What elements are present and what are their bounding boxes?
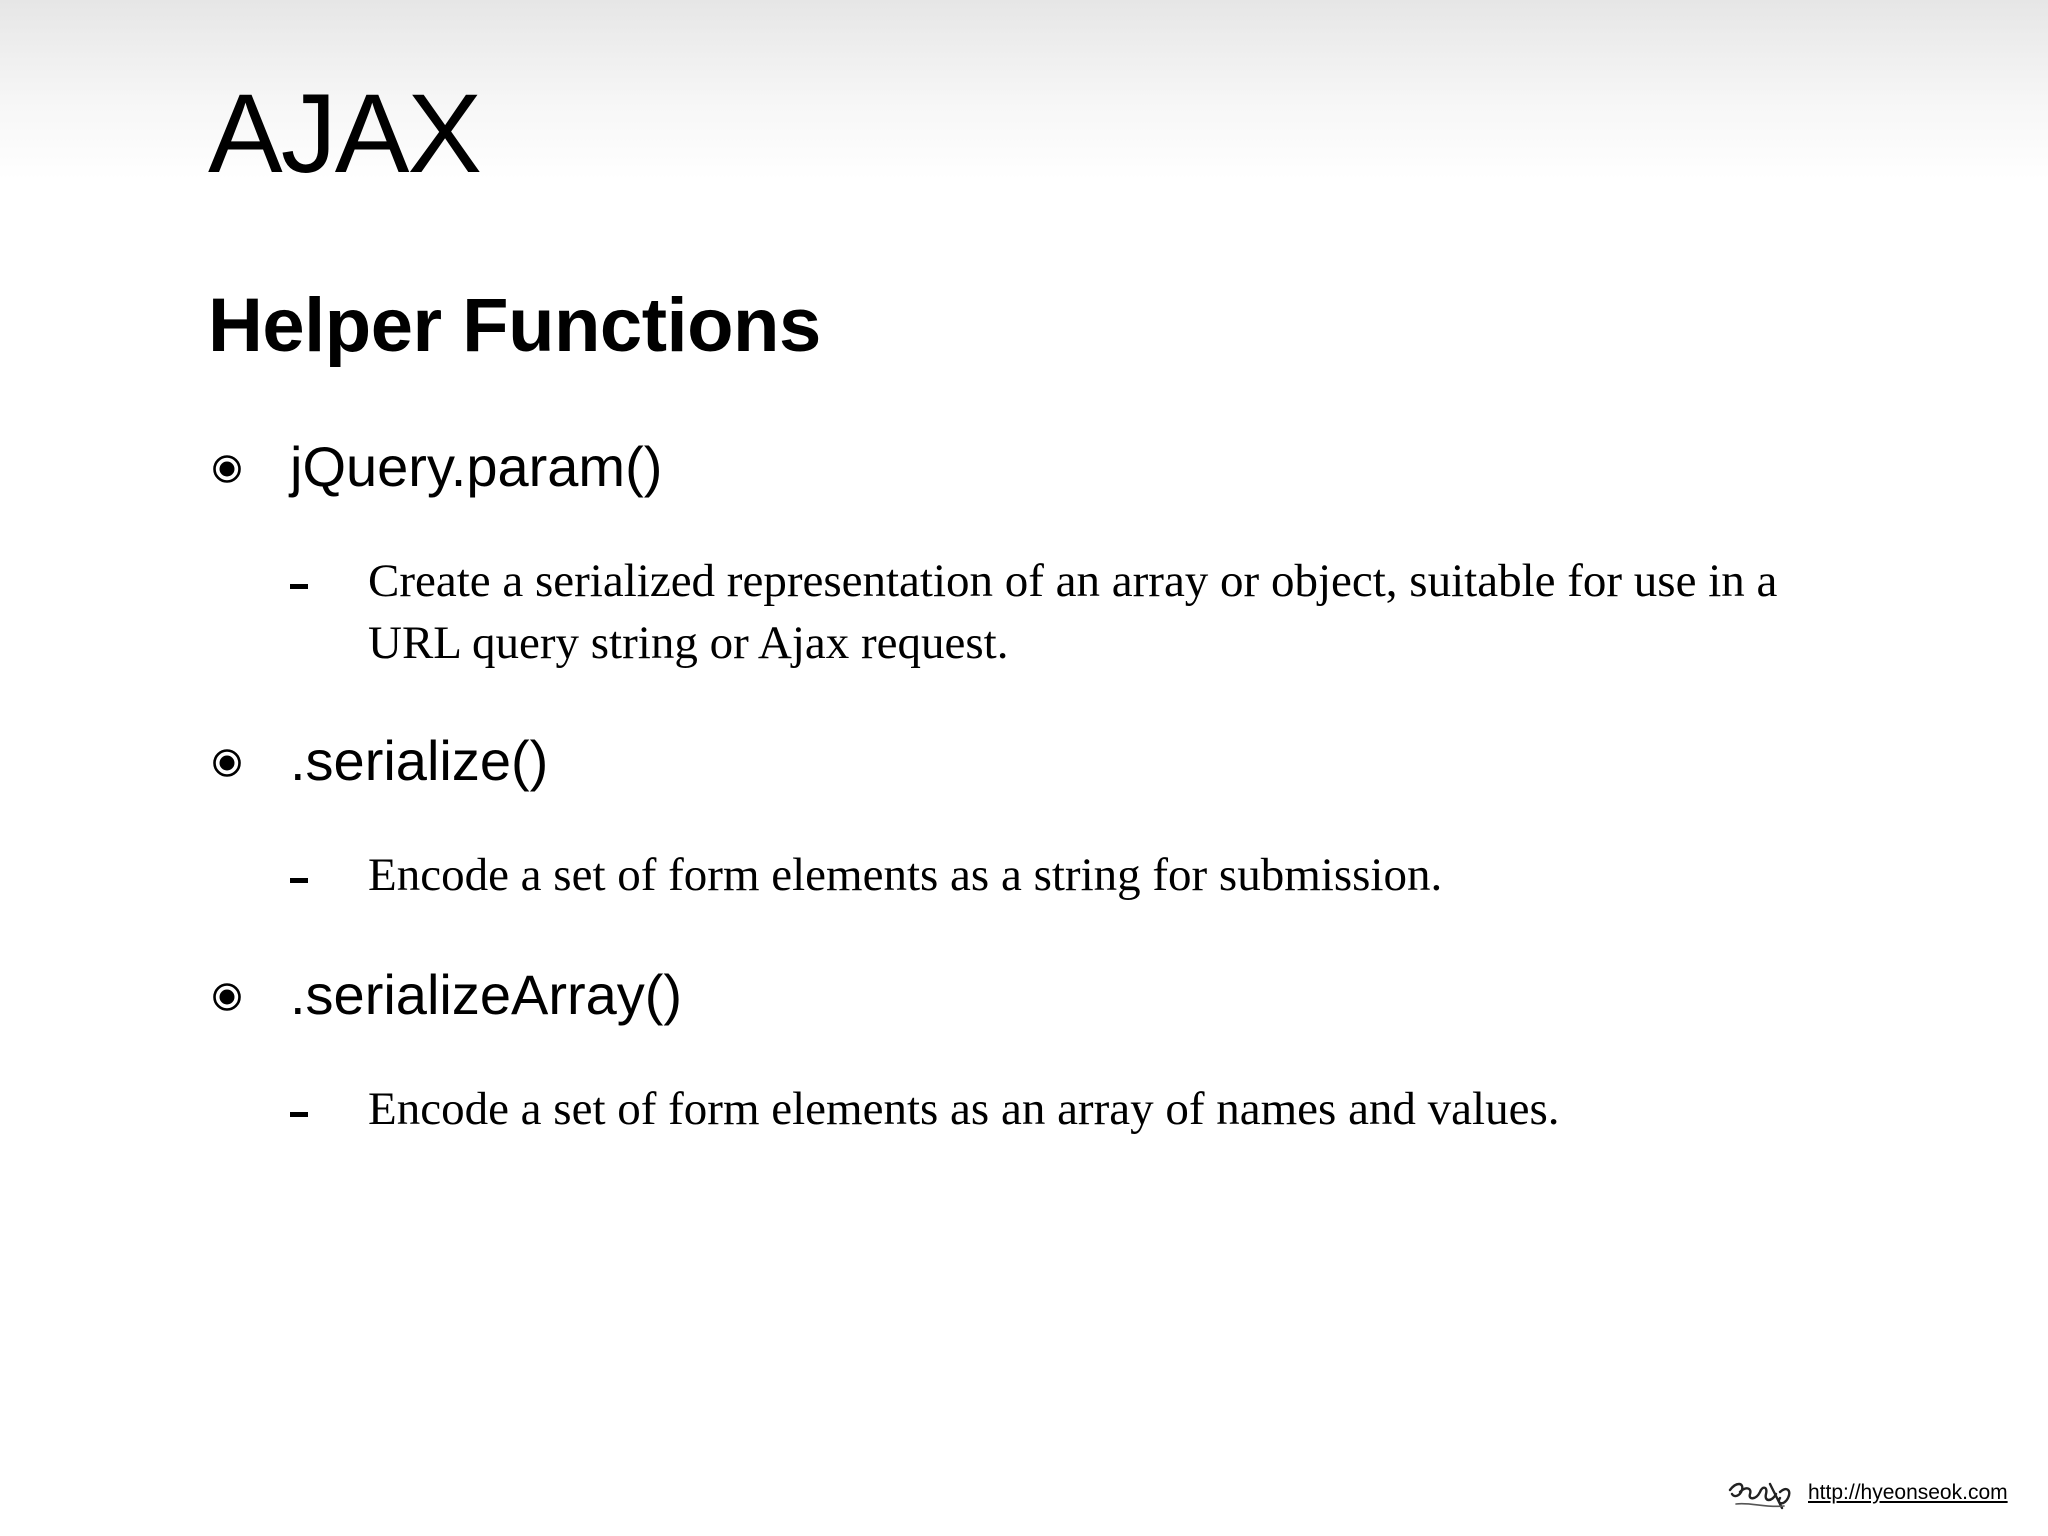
radio-bullet-icon	[212, 982, 242, 1012]
dash-bullet-icon	[290, 1112, 308, 1117]
list-subitem-text: Encode a set of form elements as a string for submission.	[368, 849, 1443, 901]
slide-title: AJAX	[208, 71, 481, 196]
list-subitem-text: Create a serialized representation of an array or object, suitable for use in a URL query string or Ajax request.	[368, 555, 1778, 669]
radio-bullet-icon	[212, 748, 242, 778]
signature-logo-icon	[1726, 1474, 1796, 1516]
dash-bullet-icon	[290, 878, 308, 883]
list-item-jquery-param	[208, 432, 1908, 502]
footer-website-link[interactable]: http://hyeonseok.com	[1808, 1481, 2008, 1504]
list-item-serialize-array	[208, 960, 1908, 1030]
list-item-label: .serializeArray()	[290, 963, 683, 1026]
list-item-serialize	[208, 726, 1908, 796]
dash-bullet-icon	[290, 584, 308, 589]
slide-subheading: Helper Functions	[208, 283, 821, 368]
list-item-label: jQuery.param()	[290, 435, 663, 498]
list-item-label: .serialize()	[290, 729, 549, 792]
list-subitem-text: Encode a set of form elements as an array of names and values.	[368, 1083, 1560, 1135]
radio-bullet-icon	[212, 454, 242, 484]
